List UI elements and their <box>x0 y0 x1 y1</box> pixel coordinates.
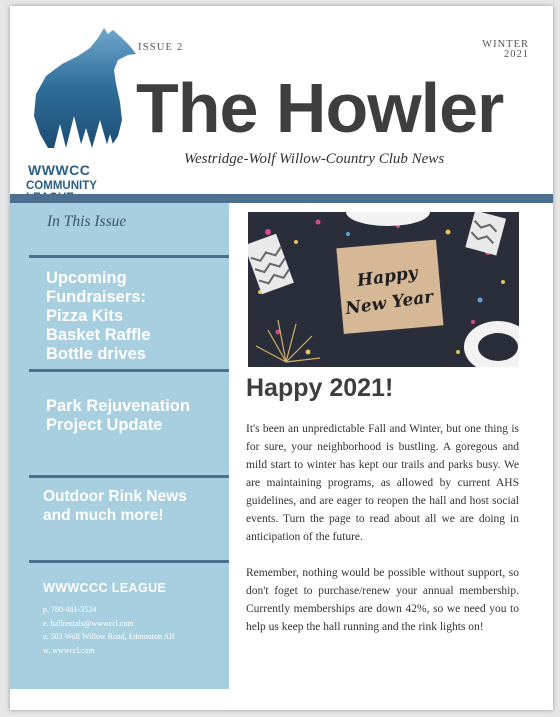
sidebar-line: Fundraisers: <box>46 288 146 306</box>
sidebar-item-rink-news <box>43 487 187 525</box>
sidebar-line: Bottle drives <box>46 345 146 363</box>
in-this-issue-sidebar <box>10 203 229 689</box>
sign-text-new-year: New Year <box>344 286 435 320</box>
contact-info <box>43 603 175 657</box>
sidebar-line: Outdoor Rink News <box>43 488 187 505</box>
sign-text-happy: Happy <box>355 262 419 292</box>
happy-new-year-photo <box>248 212 519 367</box>
sidebar-heading: In This Issue <box>47 213 127 230</box>
sidebar-item-fundraisers <box>46 269 151 364</box>
article-paragraph: Remember, nothing would be possible without support, so don't foget to purchase/renew your annual membership. Currently memberships are down 42%, so we need you to help us keep the hall running and the rink lights on! <box>246 567 519 633</box>
league-logo <box>18 24 144 192</box>
sidebar-item-park-rejuvenation <box>46 397 190 435</box>
issue-date <box>482 40 529 60</box>
sidebar-line: and much more! <box>43 507 164 524</box>
issue-number: ISSUE 2 <box>138 42 184 53</box>
sidebar-line: Upcoming <box>46 269 127 287</box>
season-label: WINTER <box>482 39 529 50</box>
logo-text-community-league: COMMUNITY <box>26 180 97 192</box>
wolf-howl-icon <box>18 24 144 164</box>
sidebar-divider <box>29 369 229 372</box>
article-body <box>246 420 519 654</box>
sidebar-divider <box>29 560 229 563</box>
newsletter-subtitle: Westridge-Wolf Willow-Country Club News <box>184 151 445 167</box>
sidebar-divider <box>29 255 229 258</box>
sidebar-line: Park Rejuvenation <box>46 397 190 415</box>
contact-email: e. hallrentals@wwwccl.com <box>43 618 134 628</box>
article-paragraph: It's been an unpredictable Fall and Winter, but one thing is for sure, your neighborhood is bustling. A goregous and mild start to winter has kept our trails and parks busy. We are maintaining programs, as allowed by current AHS guidelines, and are eager to reopen the hall and host social events. Turn the page to read about all we are doing in anticipation of the future. <box>246 423 519 543</box>
newsletter-title: The Howler <box>136 69 504 147</box>
sidebar-line: Project Update <box>46 416 163 434</box>
sidebar-line: Basket Raffle <box>46 326 151 344</box>
contact-phone: p. 780-481-3524 <box>43 605 97 614</box>
contact-website: w. wwwccl.com <box>43 645 95 655</box>
sidebar-line: Pizza Kits <box>46 307 124 325</box>
year-label: 2021 <box>504 49 529 60</box>
article-headline: Happy 2021! <box>246 374 394 402</box>
newsletter-page <box>10 6 553 710</box>
logo-text-wwwcc: WWWCC <box>28 162 91 178</box>
contact-heading: WWWCCC LEAGUE <box>43 581 167 595</box>
contact-address: a. 503 Wolf Willow Road, Edmonton AB <box>43 632 175 641</box>
sidebar-divider <box>29 475 229 478</box>
header-divider-bar <box>10 194 553 203</box>
